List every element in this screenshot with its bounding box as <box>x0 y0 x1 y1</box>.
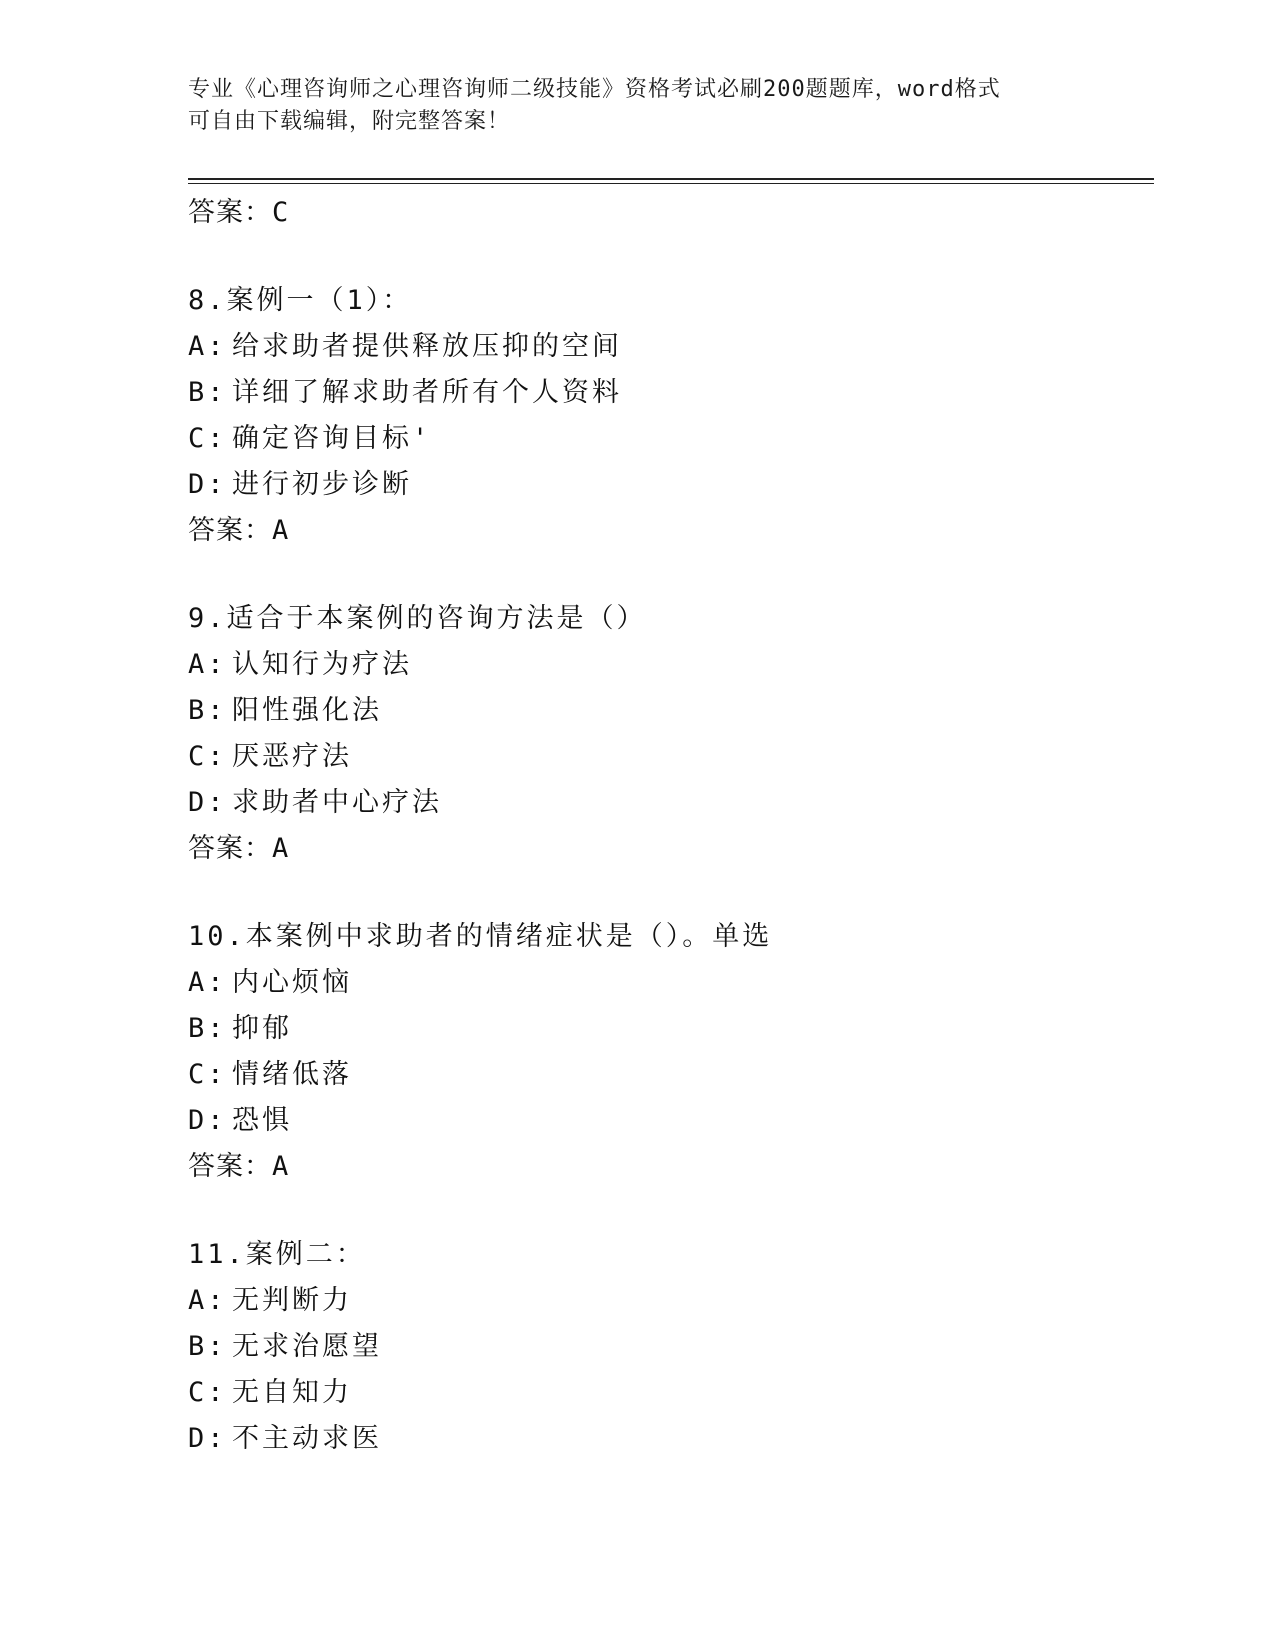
option-key: A: <box>188 649 227 680</box>
option-a <box>188 642 1154 688</box>
question-8 <box>188 278 1154 554</box>
header-line-1: 专业《心理咨询师之心理咨询师二级技能》资格考试必刷200题题库，word格式 <box>188 77 1001 102</box>
answer-line <box>188 508 1154 554</box>
answer-line <box>188 190 1154 236</box>
option-text: 抑郁 <box>232 1013 292 1044</box>
option-b <box>188 1324 1154 1370</box>
answer-line <box>188 826 1154 872</box>
option-key: C: <box>188 1059 227 1090</box>
option-key: B: <box>188 1013 227 1044</box>
option-d <box>188 780 1154 826</box>
answer-value: A <box>272 833 290 864</box>
option-key: A: <box>188 1285 227 1316</box>
option-c <box>188 734 1154 780</box>
question-title: 11.案例二： <box>188 1239 366 1270</box>
option-text: 内心烦恼 <box>232 967 352 998</box>
option-c <box>188 1370 1154 1416</box>
question-title: 8.案例一（1）： <box>188 285 413 316</box>
answer-label: 答案： <box>188 1151 272 1182</box>
option-text: 进行初步诊断 <box>232 469 412 500</box>
answer-label: 答案： <box>188 833 272 864</box>
option-text: 阳性强化法 <box>232 695 382 726</box>
option-b <box>188 1006 1154 1052</box>
option-text: 给求助者提供释放压抑的空间 <box>232 331 622 362</box>
option-key: C: <box>188 1377 227 1408</box>
option-key: A: <box>188 331 227 362</box>
answer-value: C <box>272 197 290 228</box>
option-key: D: <box>188 1105 227 1136</box>
option-text: 厌恶疗法 <box>232 741 352 772</box>
option-key: C: <box>188 741 227 772</box>
header-divider <box>188 178 1154 180</box>
option-text: 恐惧 <box>232 1105 292 1136</box>
option-text: 无判断力 <box>232 1285 352 1316</box>
answer-line <box>188 1144 1154 1190</box>
option-text: 认知行为疗法 <box>232 649 412 680</box>
option-text: 无求治愿望 <box>232 1331 382 1362</box>
option-a <box>188 324 1154 370</box>
option-c <box>188 1052 1154 1098</box>
option-c <box>188 416 1154 462</box>
option-d <box>188 1416 1154 1462</box>
question-11 <box>188 1232 1154 1462</box>
question-10 <box>188 914 1154 1190</box>
option-text: 无自知力 <box>232 1377 352 1408</box>
option-text: 求助者中心疗法 <box>232 787 442 818</box>
option-a <box>188 960 1154 1006</box>
document-header <box>188 74 1088 138</box>
header-line-2: 可自由下载编辑，附完整答案！ <box>188 109 511 134</box>
answer-value: A <box>272 1151 290 1182</box>
option-a <box>188 1278 1154 1324</box>
option-text: 详细了解求助者所有个人资料 <box>232 377 622 408</box>
question-list <box>188 190 1154 1462</box>
option-key: D: <box>188 1423 227 1454</box>
option-text: 确定咨询目标' <box>232 423 432 454</box>
option-key: D: <box>188 787 227 818</box>
option-text: 不主动求医 <box>232 1423 382 1454</box>
option-key: B: <box>188 377 227 408</box>
option-text: 情绪低落 <box>232 1059 352 1090</box>
option-d <box>188 1098 1154 1144</box>
option-key: A: <box>188 967 227 998</box>
option-b <box>188 688 1154 734</box>
answer-label: 答案： <box>188 197 272 228</box>
answer-label: 答案： <box>188 515 272 546</box>
option-key: B: <box>188 1331 227 1362</box>
header-divider-thin <box>188 183 1154 184</box>
option-b <box>188 370 1154 416</box>
option-d <box>188 462 1154 508</box>
question-title: 10.本案例中求助者的情绪症状是（）。单选 <box>188 921 773 952</box>
question-9 <box>188 596 1154 872</box>
answer-value: A <box>272 515 290 546</box>
option-key: C: <box>188 423 227 454</box>
option-key: B: <box>188 695 227 726</box>
question-title: 9.适合于本案例的咨询方法是（） <box>188 603 647 634</box>
option-key: D: <box>188 469 227 500</box>
